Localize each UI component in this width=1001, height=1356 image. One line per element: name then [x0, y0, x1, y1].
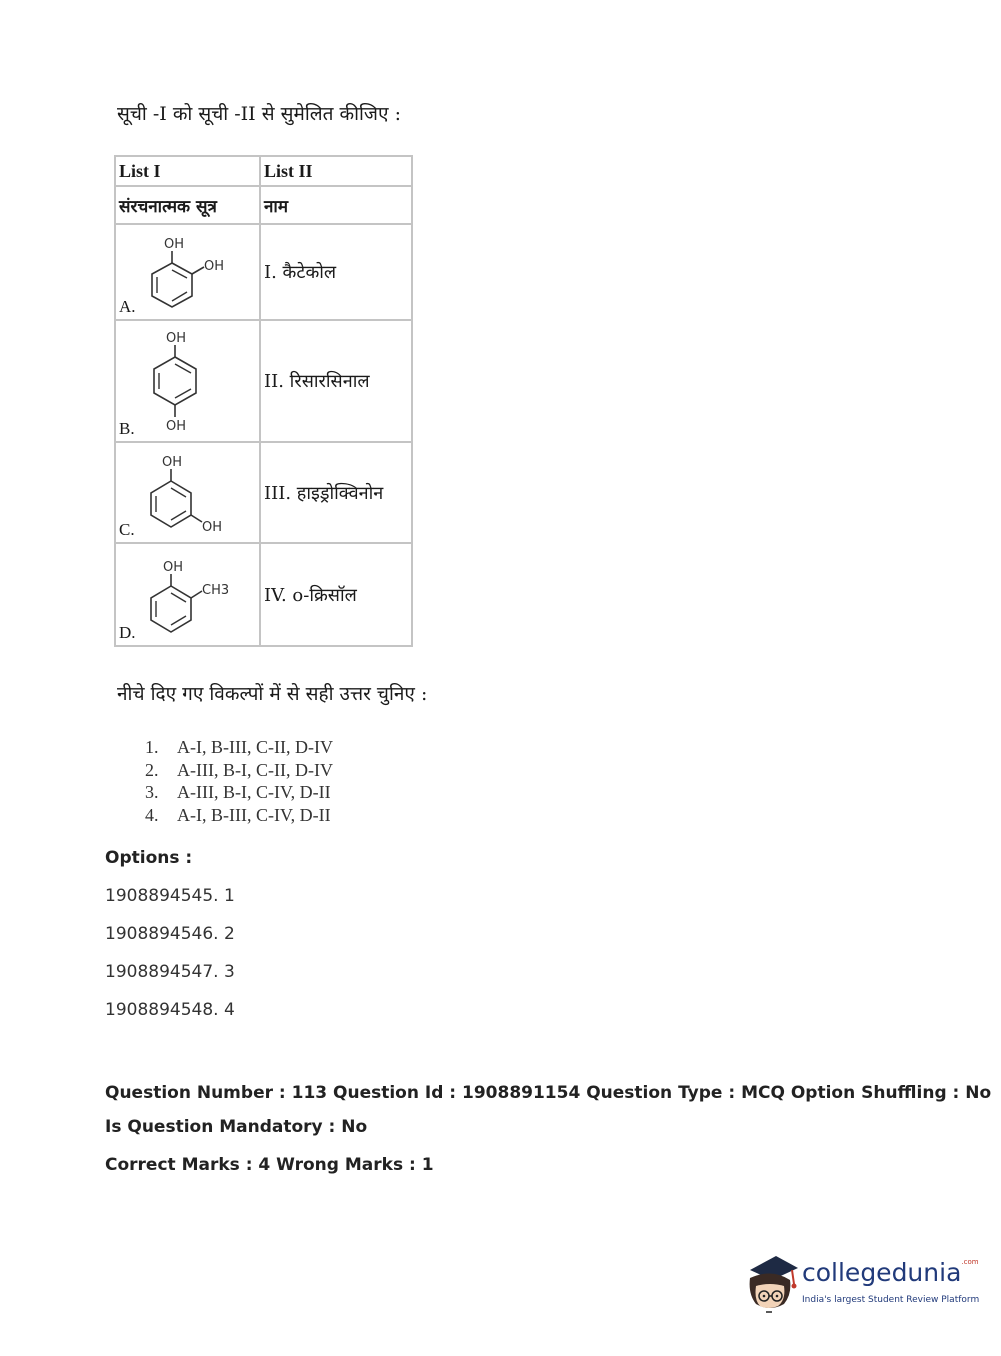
logo-tagline: India's largest Student Review Platform [802, 1295, 980, 1305]
catechol-structure-icon [116, 225, 253, 319]
list-item [145, 736, 333, 759]
options-label: Options : [105, 848, 193, 868]
list1-subheader: संरचनात्मक सूत्र [115, 186, 260, 224]
table-header-row [115, 156, 412, 186]
mascot-icon [742, 1250, 802, 1314]
o-cresol-structure-icon [116, 544, 253, 645]
answer-text: A-III, B-I, C-II, D-IV [177, 759, 333, 780]
oh-label: OH [164, 237, 185, 252]
table-row [115, 224, 412, 320]
list1-header: List I [115, 156, 260, 186]
structure-a [115, 224, 260, 320]
option-item: 1908894545. 1 [105, 886, 235, 906]
table-row [115, 543, 412, 646]
table-row [115, 320, 412, 442]
logo-wordmark [802, 1258, 979, 1287]
oh-label: OH [162, 455, 183, 470]
answer-number: 2. [145, 759, 159, 780]
structure-b [115, 320, 260, 442]
answer-text: A-I, B-III, C-II, D-IV [177, 737, 333, 757]
answer-text: A-I, B-III, C-IV, D-II [177, 804, 331, 825]
option-item: 1908894547. 3 [105, 962, 235, 982]
answer-prompt: नीचे दिए गए विकल्पों में से सही उत्तर चुनिए : [117, 683, 428, 705]
compound-name: IV. o-क्रिसॉल [264, 584, 357, 606]
row-letter: A. [119, 297, 136, 316]
table-row [115, 442, 412, 543]
oh-label: OH [204, 259, 225, 274]
option-item: 1908894548. 4 [105, 1000, 235, 1020]
match-table [114, 155, 413, 647]
marks-line: Correct Marks : 4 Wrong Marks : 1 [105, 1155, 434, 1175]
oh-label: OH [166, 331, 187, 346]
answer-text: A-III, B-I, C-IV, D-II [177, 782, 331, 802]
list-item [145, 781, 333, 804]
oh-label: OH [202, 520, 223, 535]
answer-number: 3. [145, 782, 159, 802]
oh-label: OH [163, 560, 184, 575]
list2-item [260, 442, 412, 543]
row-letter: D. [119, 623, 136, 642]
hydroquinone-structure-icon [116, 321, 253, 441]
oh-label: OH [166, 419, 187, 434]
question-mandatory-line: Is Question Mandatory : No [105, 1117, 368, 1137]
answer-number: 1. [145, 737, 159, 757]
compound-name: III. हाइड्रोक्विनोन [264, 482, 384, 504]
question-meta-line: Question Number : 113 Question Id : 1908891154 Question Type : MCQ Option Shuffling : No [105, 1083, 992, 1103]
resorcinol-structure-icon [116, 443, 253, 542]
compound-name: II. रिसारसिनाल [264, 371, 370, 392]
option-item: 1908894546. 2 [105, 924, 235, 944]
row-letter: C. [119, 520, 135, 539]
list-item [145, 759, 333, 782]
compound-name: I. कैटेकोल [264, 262, 337, 283]
logo-name: collegedunia [802, 1258, 962, 1287]
question-heading: सूची -I को सूची -II से सुमेलित कीजिए : [117, 103, 401, 125]
list2-item [260, 320, 412, 442]
answer-list [145, 736, 333, 826]
logo-domain: .com [961, 1258, 979, 1266]
structure-d [115, 543, 260, 646]
collegedunia-logo [742, 1250, 980, 1314]
list-item [145, 804, 333, 827]
list2-item [260, 224, 412, 320]
ch3-label: CH3 [202, 583, 230, 598]
list2-header: List II [260, 156, 412, 186]
table-subheader-row [115, 186, 412, 224]
list2-item [260, 543, 412, 646]
row-letter: B. [119, 419, 135, 438]
structure-c [115, 442, 260, 543]
list2-subheader: नाम [260, 186, 412, 224]
answer-number: 4. [145, 804, 159, 825]
